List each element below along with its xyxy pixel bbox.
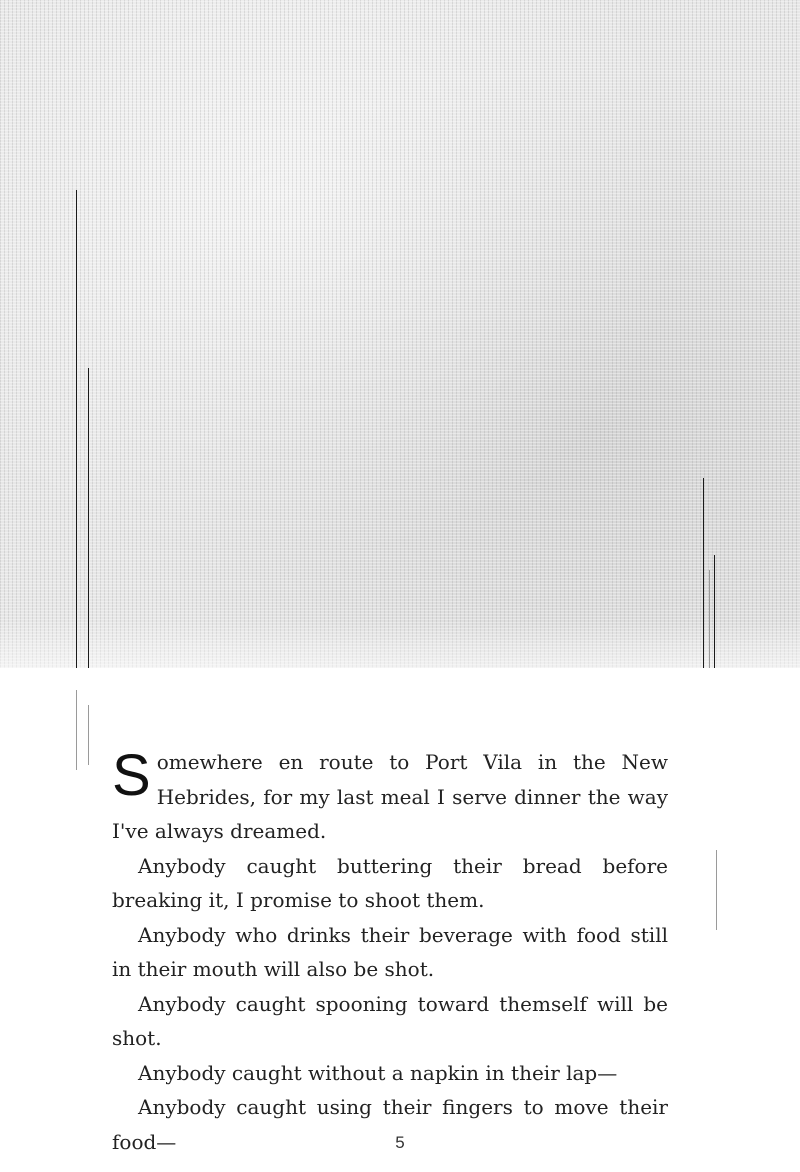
vertical-line (703, 478, 704, 668)
paragraph: Anybody caught without a napkin in their lap— (138, 1060, 618, 1085)
vertical-line (76, 690, 77, 770)
vertical-line (716, 850, 717, 930)
paragraph: Anybody caught buttering their bread before breaking it, I promise to shoot them. (112, 853, 668, 912)
paragraph: Anybody caught using their fingers to move their food— (112, 1095, 668, 1154)
story-text (112, 745, 668, 1159)
page-number: 5 (395, 1133, 405, 1152)
halftone-fade (0, 620, 800, 668)
vertical-line (88, 368, 89, 668)
vertical-line (714, 555, 715, 668)
drop-cap: S (112, 743, 151, 808)
paragraph: Anybody who drinks their beverage with food still in their mouth will also be shot. (112, 922, 668, 981)
vertical-line (76, 190, 77, 668)
paragraph-opening (112, 745, 668, 849)
paragraph: Anybody caught spooning toward themself will be shot. (112, 991, 668, 1050)
opening-text: omewhere en route to Port Vila in the New Hebrides, for my last meal I serve dinner the way I've always dreamed. (112, 750, 668, 843)
vertical-line (88, 705, 89, 765)
vertical-line (709, 570, 710, 668)
